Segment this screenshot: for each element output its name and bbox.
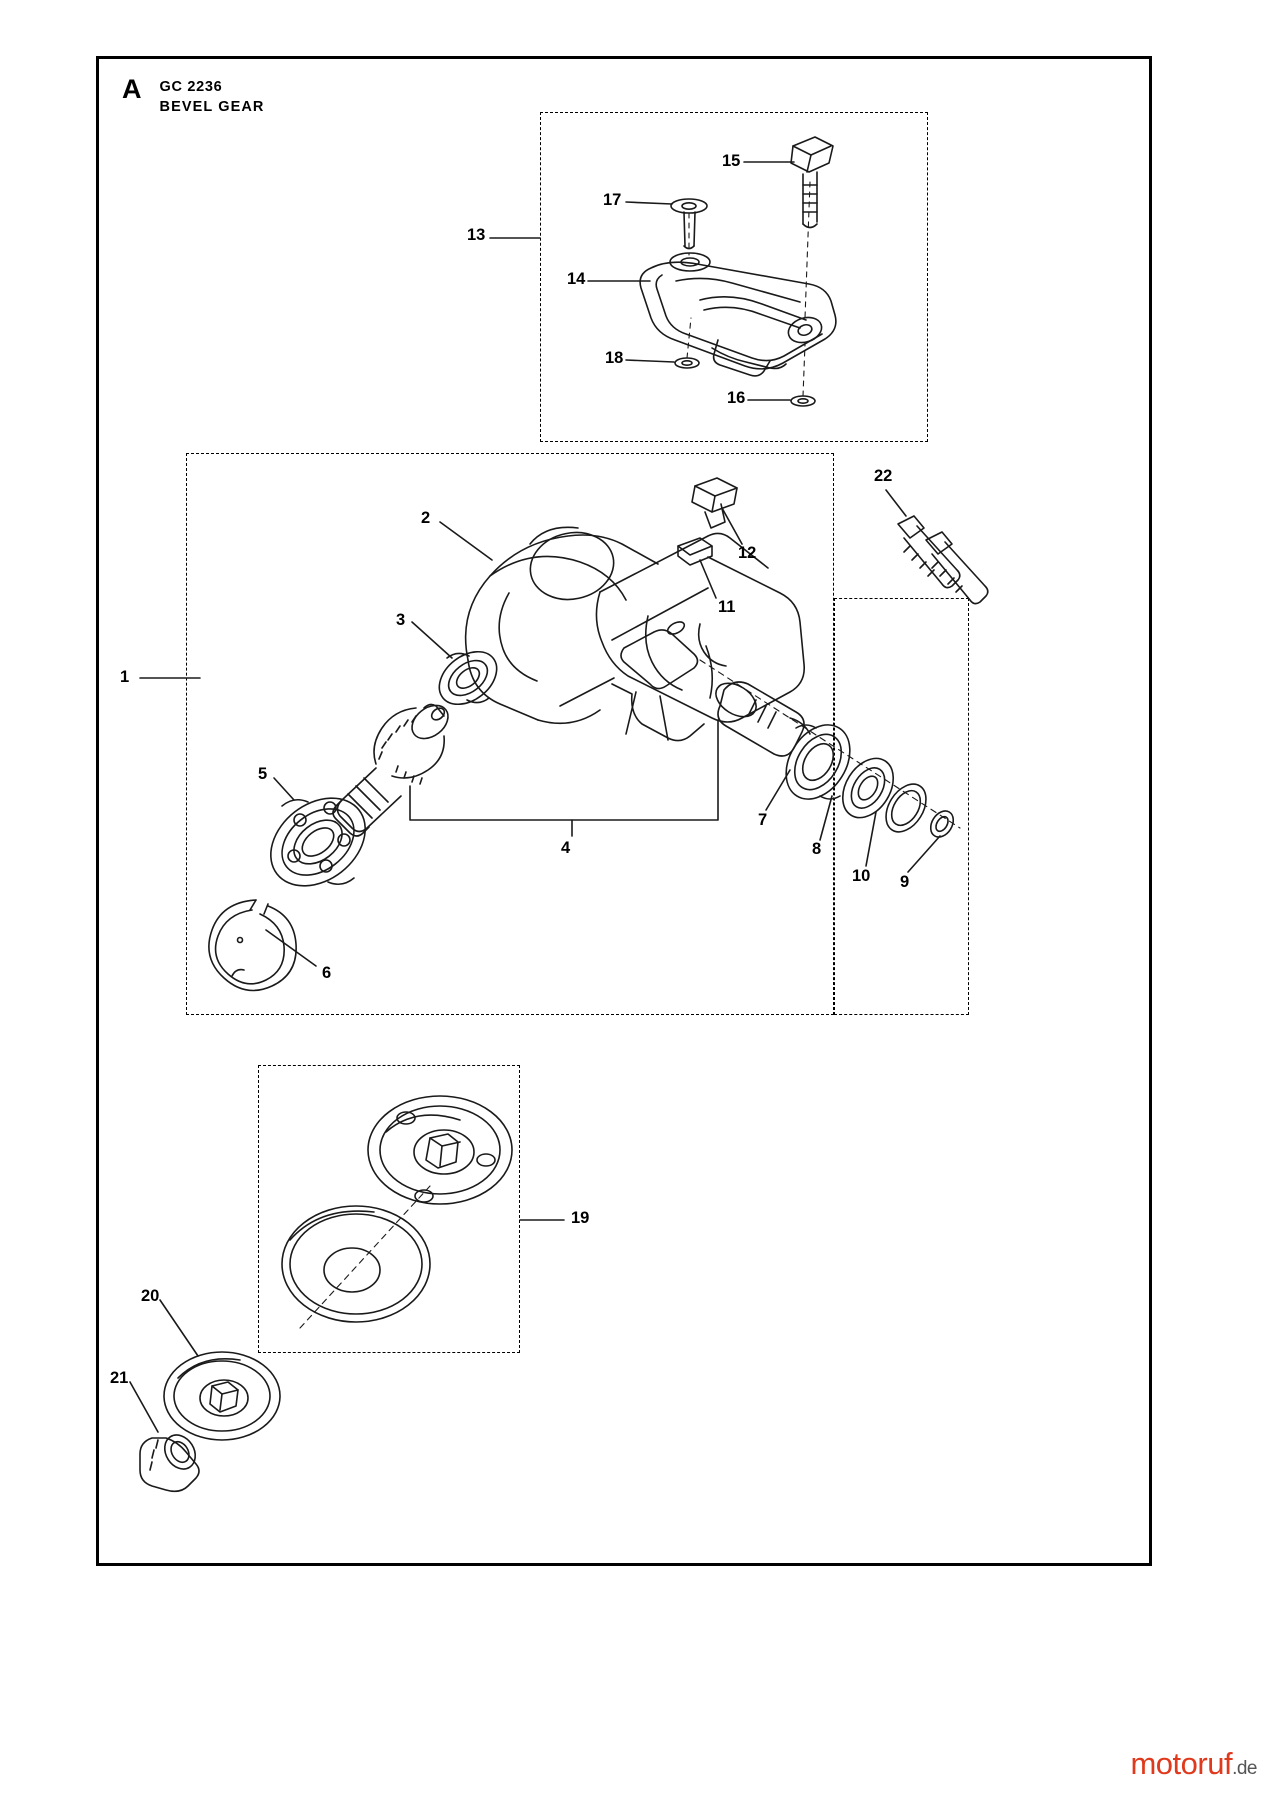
callout-20: 20 bbox=[141, 1287, 160, 1305]
callout-9: 9 bbox=[900, 873, 910, 891]
callout-15: 15 bbox=[722, 152, 741, 170]
assembly-title: BEVEL GEAR bbox=[159, 98, 265, 115]
callout-1: 1 bbox=[120, 668, 130, 686]
sheet-header bbox=[122, 76, 265, 117]
callout-3: 3 bbox=[396, 611, 406, 629]
callout-14: 14 bbox=[567, 270, 586, 288]
callout-11: 11 bbox=[718, 598, 736, 616]
group-box-shaft-bearings bbox=[834, 598, 969, 1015]
callout-21: 21 bbox=[110, 1369, 129, 1387]
callout-18: 18 bbox=[605, 349, 624, 367]
callout-10: 10 bbox=[852, 867, 871, 885]
watermark bbox=[1130, 1746, 1257, 1782]
model-label: GC 2236 bbox=[159, 79, 223, 95]
section-letter: A bbox=[122, 74, 142, 104]
watermark-tld: .de bbox=[1232, 1758, 1257, 1779]
watermark-brand: motoruf bbox=[1130, 1746, 1233, 1781]
group-box-blade-guard bbox=[258, 1065, 520, 1353]
callout-7: 7 bbox=[758, 811, 768, 829]
group-box-bevel-gear bbox=[186, 453, 834, 1015]
callout-12: 12 bbox=[738, 544, 757, 562]
callout-4: 4 bbox=[561, 839, 571, 857]
callout-2: 2 bbox=[421, 509, 431, 527]
callout-13: 13 bbox=[467, 226, 486, 244]
callout-16: 16 bbox=[727, 389, 746, 407]
callout-19: 19 bbox=[571, 1209, 590, 1227]
callout-22: 22 bbox=[874, 467, 893, 485]
callout-17: 17 bbox=[603, 191, 622, 209]
callout-8: 8 bbox=[812, 840, 822, 858]
callout-6: 6 bbox=[322, 964, 332, 982]
callout-5: 5 bbox=[258, 765, 268, 783]
